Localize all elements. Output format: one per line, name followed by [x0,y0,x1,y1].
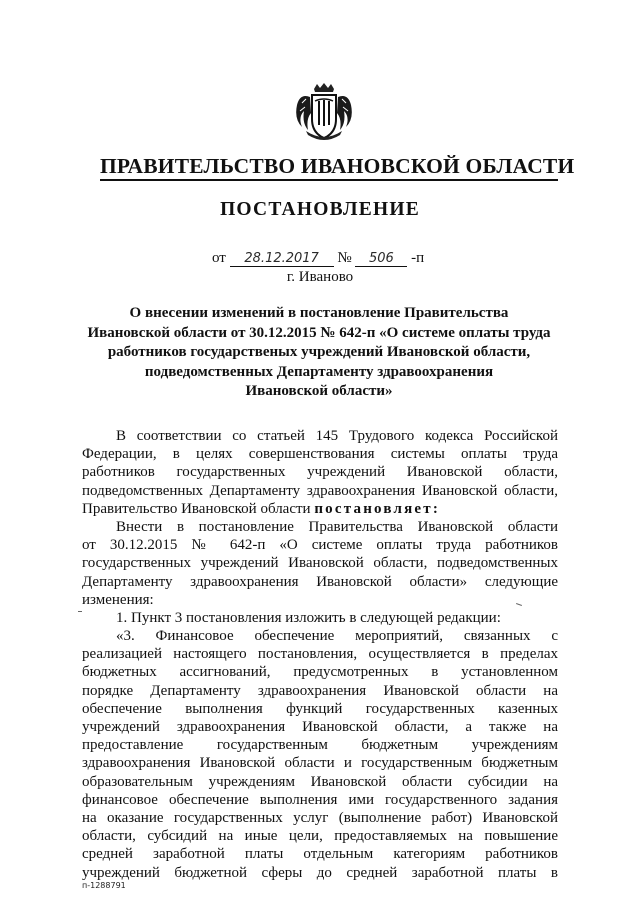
body-line: государственных учреждений Ивановской области, подведомственных [82,555,558,572]
title-underline [100,179,558,181]
subject-line: О внесении изменений в постановление Правительства [129,305,509,321]
government-name: ПРАВИТЕЛЬСТВО ИВАНОВСКОЙ ОБЛАСТИ [100,154,575,178]
document-body [82,427,558,882]
document-id: п-1288791 [82,881,126,890]
body-line: реализацией настоящего постановления, осуществляется в пределах [82,646,558,663]
body-line: работников государственных учреждений Ивановской области, [82,464,558,481]
subject-title [80,304,558,402]
subject-line: работников государственых учреждений Ивановской области, [107,344,531,360]
body-line: Департаменту здравоохранения Ивановской области» следующие [82,573,558,590]
body-line: Внести в постановление Правительства Ивановской области [116,518,558,535]
body-line: здравоохранения Ивановской области и государственным бюджетным [82,755,558,772]
body-line: порядке Департаменту здравоохранения Ивановской области на [82,682,558,699]
body-line: 1. Пункт 3 постановления изложить в следующей редакции: [116,609,501,626]
body-line: на оказание государственных услуг (выполнение работ) Ивановской [82,809,558,826]
date-field: 28.12.2017 [230,251,334,267]
body-line: Федерации, в целях совершенствования системы оплаты труда [82,446,558,463]
body-line: учреждений бюджетной сферы до средней заработной платы в [82,864,558,881]
subject-line: Ивановской области» [245,383,393,399]
coat-of-arms-emblem [292,83,356,145]
body-line: средней заработной платы отдельным категориям работников [82,846,558,863]
body-line: финансовое обеспечение выполнения ими государственного задания [82,791,558,808]
city-line: г. Иваново [286,269,354,285]
body-text: Правительство Ивановской области [82,500,311,517]
body-line: обеспечение выполнения функций государственных казенных [82,700,558,717]
number-field: 506 [355,251,407,267]
date-number-line [212,250,424,267]
scan-mark [78,611,82,612]
body-line: изменения: [82,591,154,608]
number-sign: № [337,250,352,266]
resolves-word: постановляет: [314,500,441,517]
body-line: В соответствии со статьей 145 Трудового кодекса Российской [116,428,558,444]
body-line: предоставление государственным бюджетным учреждениям [82,737,558,754]
body-line: подведомственных Департаменту здравоохранения Ивановской области, [82,482,558,499]
body-line: бюджетных ассигнований, предусмотренных в установленном [82,664,558,681]
body-line: от 30.12.2015 № 642-п «О системе оплаты труда работников [82,537,558,554]
date-prefix: от [212,250,226,266]
subject-line: подведомственных Департаменту здравоохранения [144,363,494,380]
body-line: области, субсидий на иные цели, предоставляемых на повышение [82,828,558,845]
body-line: учреждений здравоохранения Ивановской области, а также на [82,719,558,735]
document-type-heading: ПОСТАНОВЛЕНИЕ [220,199,420,220]
subject-line: Ивановской области от 30.12.2015 № 642-п «О системе оплаты труда [87,324,551,341]
body-line: образовательным учреждениям Ивановской области субсидии на [82,773,558,790]
body-line [82,500,558,518]
body-line: «3. Финансовое обеспечение мероприятий, связанных с [116,628,558,645]
number-suffix: -п [411,250,425,266]
